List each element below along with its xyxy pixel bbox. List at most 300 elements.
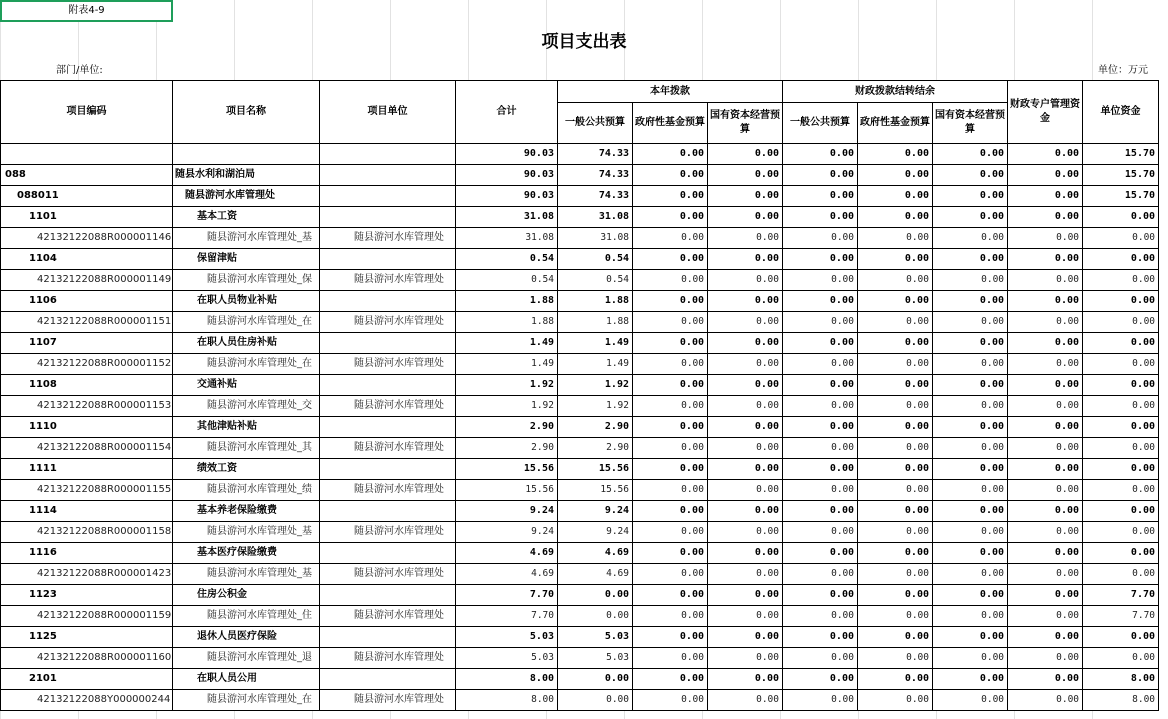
cell-project-name[interactable]: 在职人员公用	[173, 669, 320, 690]
cell-amount[interactable]: 0.00	[933, 459, 1008, 480]
cell-amount[interactable]: 0.00	[708, 144, 783, 165]
cell-project-unit[interactable]: 随县游河水库管理处	[320, 564, 456, 585]
cell-amount[interactable]: 0.00	[1008, 165, 1083, 186]
cell-amount[interactable]: 0.00	[1008, 501, 1083, 522]
cell-project-name[interactable]: 绩效工资	[173, 459, 320, 480]
cell-amount[interactable]: 0.00	[933, 270, 1008, 291]
cell-amount[interactable]: 0.00	[1008, 228, 1083, 249]
cell-amount[interactable]: 0.00	[783, 249, 858, 270]
cell-amount[interactable]: 0.00	[708, 438, 783, 459]
cell-amount[interactable]: 0.00	[783, 417, 858, 438]
cell-amount[interactable]: 74.33	[558, 186, 633, 207]
cell-project-unit[interactable]	[320, 501, 456, 522]
cell-amount[interactable]: 9.24	[456, 501, 558, 522]
cell-amount[interactable]: 8.00	[456, 669, 558, 690]
cell-amount[interactable]: 7.70	[456, 585, 558, 606]
cell-project-unit[interactable]	[320, 207, 456, 228]
cell-amount[interactable]: 0.00	[708, 291, 783, 312]
cell-amount[interactable]: 15.56	[456, 480, 558, 501]
cell-amount[interactable]: 0.00	[1083, 417, 1159, 438]
cell-amount[interactable]: 0.00	[1008, 585, 1083, 606]
cell-amount[interactable]: 0.00	[858, 690, 933, 711]
cell-project-unit[interactable]	[320, 375, 456, 396]
cell-amount[interactable]: 8.00	[1083, 669, 1159, 690]
cell-amount[interactable]: 0.00	[858, 228, 933, 249]
cell-amount[interactable]: 0.00	[858, 291, 933, 312]
cell-amount[interactable]: 0.00	[858, 207, 933, 228]
cell-project-unit[interactable]	[320, 417, 456, 438]
cell-project-name[interactable]: 基本工资	[173, 207, 320, 228]
cell-amount[interactable]: 74.33	[558, 144, 633, 165]
cell-amount[interactable]: 0.00	[933, 690, 1008, 711]
cell-amount[interactable]: 0.00	[708, 228, 783, 249]
cell-amount[interactable]: 0.00	[633, 627, 708, 648]
cell-amount[interactable]: 5.03	[456, 648, 558, 669]
cell-amount[interactable]: 0.00	[1008, 333, 1083, 354]
cell-amount[interactable]: 0.00	[633, 312, 708, 333]
cell-amount[interactable]: 0.00	[783, 228, 858, 249]
cell-amount[interactable]: 0.00	[933, 543, 1008, 564]
cell-amount[interactable]: 0.00	[1083, 459, 1159, 480]
cell-project-unit[interactable]	[320, 333, 456, 354]
cell-amount[interactable]: 0.00	[1083, 543, 1159, 564]
cell-amount[interactable]: 0.00	[1008, 438, 1083, 459]
cell-project-code[interactable]: 42132122088R000001423	[1, 564, 173, 585]
cell-amount[interactable]: 4.69	[456, 543, 558, 564]
cell-amount[interactable]: 5.03	[558, 627, 633, 648]
cell-amount[interactable]: 0.00	[858, 375, 933, 396]
cell-project-name[interactable]: 随县游河水库管理处_在	[173, 354, 320, 375]
cell-amount[interactable]: 0.00	[708, 627, 783, 648]
cell-amount[interactable]: 0.00	[783, 627, 858, 648]
cell-project-unit[interactable]: 随县游河水库管理处	[320, 396, 456, 417]
cell-amount[interactable]: 0.00	[1008, 144, 1083, 165]
cell-amount[interactable]: 4.69	[456, 564, 558, 585]
cell-amount[interactable]: 0.00	[1083, 354, 1159, 375]
cell-amount[interactable]: 0.00	[708, 333, 783, 354]
cell-amount[interactable]: 0.00	[1008, 270, 1083, 291]
cell-amount[interactable]: 0.00	[783, 648, 858, 669]
cell-project-unit[interactable]: 随县游河水库管理处	[320, 354, 456, 375]
cell-project-unit[interactable]	[320, 669, 456, 690]
cell-amount[interactable]: 0.00	[783, 333, 858, 354]
cell-amount[interactable]: 0.00	[783, 438, 858, 459]
cell-amount[interactable]: 9.24	[558, 501, 633, 522]
cell-amount[interactable]: 1.92	[456, 396, 558, 417]
cell-project-unit[interactable]	[320, 627, 456, 648]
cell-amount[interactable]: 0.00	[858, 417, 933, 438]
cell-amount[interactable]: 7.70	[1083, 585, 1159, 606]
cell-amount[interactable]: 0.00	[933, 165, 1008, 186]
cell-project-code[interactable]: 42132122088R000001154	[1, 438, 173, 459]
cell-amount[interactable]: 0.00	[783, 501, 858, 522]
cell-amount[interactable]: 0.00	[783, 480, 858, 501]
cell-project-unit[interactable]: 随县游河水库管理处	[320, 690, 456, 711]
cell-amount[interactable]: 90.03	[456, 144, 558, 165]
cell-project-code[interactable]: 1125	[1, 627, 173, 648]
cell-project-name[interactable]: 随县游河水库管理处_在	[173, 312, 320, 333]
cell-amount[interactable]: 0.00	[558, 606, 633, 627]
cell-amount[interactable]: 0.00	[783, 354, 858, 375]
cell-amount[interactable]: 0.00	[1008, 459, 1083, 480]
cell-amount[interactable]: 0.00	[633, 585, 708, 606]
cell-project-code[interactable]: 42132122088R000001153	[1, 396, 173, 417]
cell-amount[interactable]: 15.56	[558, 480, 633, 501]
cell-amount[interactable]: 0.00	[858, 564, 933, 585]
cell-amount[interactable]: 0.00	[1008, 669, 1083, 690]
cell-project-code[interactable]: 088011	[1, 186, 173, 207]
cell-project-unit[interactable]	[320, 165, 456, 186]
cell-amount[interactable]: 8.00	[1083, 690, 1159, 711]
cell-project-code[interactable]: 42132122088R000001158	[1, 522, 173, 543]
cell-amount[interactable]: 0.00	[933, 522, 1008, 543]
cell-amount[interactable]: 0.00	[858, 627, 933, 648]
cell-amount[interactable]: 0.00	[783, 522, 858, 543]
cell-amount[interactable]: 0.00	[1083, 522, 1159, 543]
cell-project-name[interactable]: 随县水利和湖泊局	[173, 165, 320, 186]
cell-amount[interactable]: 0.00	[783, 543, 858, 564]
cell-amount[interactable]: 0.00	[633, 480, 708, 501]
cell-amount[interactable]: 0.00	[1083, 312, 1159, 333]
cell-amount[interactable]: 0.00	[1008, 291, 1083, 312]
cell-amount[interactable]: 0.00	[1008, 648, 1083, 669]
cell-project-name[interactable]	[173, 144, 320, 165]
cell-amount[interactable]: 1.49	[456, 354, 558, 375]
cell-amount[interactable]: 0.00	[708, 312, 783, 333]
cell-project-code[interactable]: 42132122088Y000000244	[1, 690, 173, 711]
cell-project-name[interactable]: 住房公积金	[173, 585, 320, 606]
cell-project-code[interactable]: 42132122088R000001160	[1, 648, 173, 669]
cell-amount[interactable]: 0.00	[933, 354, 1008, 375]
cell-project-code[interactable]: 1116	[1, 543, 173, 564]
cell-amount[interactable]: 0.00	[708, 249, 783, 270]
cell-amount[interactable]: 0.00	[858, 543, 933, 564]
cell-amount[interactable]: 0.00	[1083, 249, 1159, 270]
cell-project-code[interactable]: 2101	[1, 669, 173, 690]
cell-amount[interactable]: 0.00	[933, 669, 1008, 690]
cell-project-unit[interactable]: 随县游河水库管理处	[320, 228, 456, 249]
cell-amount[interactable]: 0.54	[558, 270, 633, 291]
cell-amount[interactable]: 15.56	[558, 459, 633, 480]
cell-amount[interactable]: 1.88	[558, 312, 633, 333]
cell-amount[interactable]: 8.00	[456, 690, 558, 711]
cell-amount[interactable]: 0.00	[1083, 207, 1159, 228]
cell-amount[interactable]: 0.00	[933, 186, 1008, 207]
cell-amount[interactable]: 0.00	[933, 144, 1008, 165]
cell-amount[interactable]: 4.69	[558, 543, 633, 564]
cell-amount[interactable]: 0.00	[858, 333, 933, 354]
cell-amount[interactable]: 0.54	[456, 270, 558, 291]
cell-amount[interactable]: 0.00	[1008, 312, 1083, 333]
cell-project-name[interactable]: 随县游河水库管理处_基	[173, 522, 320, 543]
cell-project-name[interactable]: 在职人员物业补贴	[173, 291, 320, 312]
cell-project-code[interactable]: 42132122088R000001152	[1, 354, 173, 375]
cell-amount[interactable]: 1.92	[456, 375, 558, 396]
cell-amount[interactable]: 0.00	[708, 480, 783, 501]
cell-amount[interactable]: 0.00	[633, 396, 708, 417]
cell-project-name[interactable]: 随县游河水库管理处_基	[173, 228, 320, 249]
cell-amount[interactable]: 0.00	[858, 669, 933, 690]
cell-amount[interactable]: 0.00	[633, 291, 708, 312]
cell-project-code[interactable]: 42132122088R000001155	[1, 480, 173, 501]
cell-amount[interactable]: 0.00	[633, 165, 708, 186]
cell-amount[interactable]: 9.24	[456, 522, 558, 543]
cell-amount[interactable]: 0.00	[933, 438, 1008, 459]
cell-project-name[interactable]: 随县游河水库管理处_绩	[173, 480, 320, 501]
cell-project-code[interactable]: 1111	[1, 459, 173, 480]
cell-amount[interactable]: 1.88	[456, 291, 558, 312]
cell-amount[interactable]: 0.00	[783, 270, 858, 291]
cell-amount[interactable]: 0.00	[708, 165, 783, 186]
cell-amount[interactable]: 0.00	[858, 438, 933, 459]
cell-amount[interactable]: 0.00	[1083, 396, 1159, 417]
cell-project-name[interactable]: 基本医疗保险缴费	[173, 543, 320, 564]
cell-amount[interactable]: 7.70	[1083, 606, 1159, 627]
cell-amount[interactable]: 0.00	[858, 165, 933, 186]
cell-amount[interactable]: 0.00	[633, 669, 708, 690]
selected-cell[interactable]: 附表4-9	[0, 0, 173, 22]
cell-amount[interactable]: 0.00	[1083, 627, 1159, 648]
cell-amount[interactable]: 0.00	[933, 312, 1008, 333]
cell-amount[interactable]: 0.00	[708, 186, 783, 207]
cell-amount[interactable]: 0.00	[1008, 186, 1083, 207]
cell-amount[interactable]: 0.00	[858, 354, 933, 375]
cell-amount[interactable]: 0.00	[1083, 564, 1159, 585]
cell-project-code[interactable]	[1, 144, 173, 165]
cell-amount[interactable]: 0.00	[1083, 438, 1159, 459]
cell-amount[interactable]: 0.00	[933, 564, 1008, 585]
cell-amount[interactable]: 0.00	[708, 648, 783, 669]
cell-amount[interactable]: 31.08	[558, 228, 633, 249]
cell-amount[interactable]: 74.33	[558, 165, 633, 186]
cell-project-name[interactable]: 随县游河水库管理处_保	[173, 270, 320, 291]
cell-amount[interactable]: 0.00	[633, 690, 708, 711]
cell-amount[interactable]: 2.90	[456, 438, 558, 459]
cell-amount[interactable]: 0.00	[933, 585, 1008, 606]
cell-amount[interactable]: 0.00	[858, 396, 933, 417]
cell-amount[interactable]: 15.56	[456, 459, 558, 480]
cell-project-name[interactable]: 基本养老保险缴费	[173, 501, 320, 522]
cell-amount[interactable]: 31.08	[456, 207, 558, 228]
cell-project-name[interactable]: 随县游河水库管理处_其	[173, 438, 320, 459]
cell-amount[interactable]: 0.00	[633, 606, 708, 627]
cell-project-code[interactable]: 1114	[1, 501, 173, 522]
cell-project-code[interactable]: 1107	[1, 333, 173, 354]
cell-amount[interactable]: 0.00	[933, 333, 1008, 354]
cell-project-name[interactable]: 随县游河水库管理处_住	[173, 606, 320, 627]
cell-amount[interactable]: 0.00	[783, 396, 858, 417]
cell-project-unit[interactable]	[320, 291, 456, 312]
cell-amount[interactable]: 15.70	[1083, 186, 1159, 207]
cell-amount[interactable]: 0.00	[708, 501, 783, 522]
cell-amount[interactable]: 0.00	[933, 480, 1008, 501]
cell-amount[interactable]: 0.00	[1008, 417, 1083, 438]
cell-amount[interactable]: 0.00	[1008, 690, 1083, 711]
cell-amount[interactable]: 0.00	[858, 585, 933, 606]
cell-amount[interactable]: 1.49	[456, 333, 558, 354]
cell-amount[interactable]: 0.00	[783, 291, 858, 312]
cell-amount[interactable]: 0.00	[783, 312, 858, 333]
cell-project-name[interactable]: 保留津贴	[173, 249, 320, 270]
cell-amount[interactable]: 0.00	[633, 249, 708, 270]
cell-project-unit[interactable]: 随县游河水库管理处	[320, 438, 456, 459]
cell-amount[interactable]: 0.00	[1008, 249, 1083, 270]
cell-amount[interactable]: 0.00	[858, 459, 933, 480]
cell-amount[interactable]: 0.00	[933, 207, 1008, 228]
cell-amount[interactable]: 0.00	[783, 375, 858, 396]
cell-project-code[interactable]: 1106	[1, 291, 173, 312]
cell-amount[interactable]: 0.00	[633, 417, 708, 438]
cell-amount[interactable]: 15.70	[1083, 165, 1159, 186]
cell-project-code[interactable]: 42132122088R000001149	[1, 270, 173, 291]
cell-amount[interactable]: 0.00	[1083, 501, 1159, 522]
cell-amount[interactable]: 0.00	[708, 585, 783, 606]
cell-project-name[interactable]: 随县游河水库管理处_基	[173, 564, 320, 585]
cell-amount[interactable]: 0.00	[633, 564, 708, 585]
cell-amount[interactable]: 0.00	[858, 522, 933, 543]
cell-amount[interactable]: 0.00	[783, 207, 858, 228]
cell-amount[interactable]: 0.00	[1083, 375, 1159, 396]
cell-amount[interactable]: 0.00	[1008, 480, 1083, 501]
cell-project-unit[interactable]: 随县游河水库管理处	[320, 480, 456, 501]
cell-amount[interactable]: 31.08	[456, 228, 558, 249]
cell-amount[interactable]: 0.00	[1083, 291, 1159, 312]
cell-amount[interactable]: 0.00	[633, 543, 708, 564]
cell-project-unit[interactable]	[320, 249, 456, 270]
cell-amount[interactable]: 0.00	[708, 669, 783, 690]
cell-project-code[interactable]: 1101	[1, 207, 173, 228]
cell-amount[interactable]: 5.03	[456, 627, 558, 648]
cell-amount[interactable]: 0.00	[783, 585, 858, 606]
cell-project-name[interactable]: 退休人员医疗保险	[173, 627, 320, 648]
cell-amount[interactable]: 0.00	[858, 186, 933, 207]
cell-amount[interactable]: 0.00	[783, 186, 858, 207]
cell-amount[interactable]: 0.00	[558, 690, 633, 711]
cell-amount[interactable]: 0.00	[1083, 270, 1159, 291]
cell-amount[interactable]: 90.03	[456, 165, 558, 186]
cell-amount[interactable]: 0.00	[558, 669, 633, 690]
cell-amount[interactable]: 5.03	[558, 648, 633, 669]
cell-amount[interactable]: 0.00	[1083, 228, 1159, 249]
cell-project-name[interactable]: 交通补贴	[173, 375, 320, 396]
cell-amount[interactable]: 0.00	[708, 396, 783, 417]
cell-project-name[interactable]: 随县游河水库管理处_交	[173, 396, 320, 417]
cell-project-unit[interactable]: 随县游河水库管理处	[320, 606, 456, 627]
cell-amount[interactable]: 0.00	[1008, 396, 1083, 417]
cell-amount[interactable]: 0.00	[858, 144, 933, 165]
cell-project-unit[interactable]	[320, 585, 456, 606]
cell-amount[interactable]: 0.00	[633, 522, 708, 543]
cell-amount[interactable]: 2.90	[558, 417, 633, 438]
cell-project-unit[interactable]: 随县游河水库管理处	[320, 270, 456, 291]
cell-amount[interactable]: 0.00	[1008, 543, 1083, 564]
cell-amount[interactable]: 0.00	[1008, 627, 1083, 648]
cell-amount[interactable]: 0.00	[1008, 564, 1083, 585]
cell-project-name[interactable]: 其他津贴补贴	[173, 417, 320, 438]
cell-amount[interactable]: 0.00	[708, 522, 783, 543]
cell-amount[interactable]: 31.08	[558, 207, 633, 228]
cell-amount[interactable]: 0.00	[933, 291, 1008, 312]
cell-project-code[interactable]: 42132122088R000001146	[1, 228, 173, 249]
cell-amount[interactable]: 0.00	[858, 648, 933, 669]
cell-amount[interactable]: 0.00	[708, 459, 783, 480]
cell-amount[interactable]: 0.00	[858, 270, 933, 291]
cell-amount[interactable]: 0.00	[633, 333, 708, 354]
cell-amount[interactable]: 1.49	[558, 354, 633, 375]
cell-amount[interactable]: 0.54	[558, 249, 633, 270]
cell-amount[interactable]: 0.00	[708, 207, 783, 228]
cell-amount[interactable]: 0.00	[933, 396, 1008, 417]
cell-amount[interactable]: 0.00	[633, 186, 708, 207]
cell-project-name[interactable]: 在职人员住房补贴	[173, 333, 320, 354]
cell-amount[interactable]: 0.00	[933, 648, 1008, 669]
cell-amount[interactable]: 0.00	[633, 438, 708, 459]
cell-amount[interactable]: 0.00	[708, 543, 783, 564]
cell-amount[interactable]: 0.00	[858, 501, 933, 522]
cell-amount[interactable]: 0.00	[708, 417, 783, 438]
cell-amount[interactable]: 0.00	[783, 459, 858, 480]
cell-project-unit[interactable]	[320, 459, 456, 480]
cell-project-code[interactable]: 42132122088R000001151	[1, 312, 173, 333]
cell-amount[interactable]: 90.03	[456, 186, 558, 207]
cell-project-code[interactable]: 1123	[1, 585, 173, 606]
cell-amount[interactable]: 0.00	[633, 459, 708, 480]
cell-amount[interactable]: 0.00	[1008, 522, 1083, 543]
cell-amount[interactable]: 0.00	[708, 606, 783, 627]
cell-amount[interactable]: 0.00	[558, 585, 633, 606]
cell-amount[interactable]: 0.00	[783, 606, 858, 627]
cell-amount[interactable]: 1.88	[558, 291, 633, 312]
cell-amount[interactable]: 0.00	[708, 354, 783, 375]
cell-amount[interactable]: 0.00	[708, 564, 783, 585]
cell-amount[interactable]: 0.00	[933, 249, 1008, 270]
cell-amount[interactable]: 0.00	[933, 606, 1008, 627]
cell-amount[interactable]: 0.00	[933, 417, 1008, 438]
cell-amount[interactable]: 4.69	[558, 564, 633, 585]
cell-amount[interactable]: 0.00	[783, 669, 858, 690]
cell-amount[interactable]: 0.00	[633, 375, 708, 396]
cell-amount[interactable]: 0.00	[1008, 354, 1083, 375]
cell-amount[interactable]: 0.00	[633, 270, 708, 291]
cell-amount[interactable]: 15.70	[1083, 144, 1159, 165]
cell-project-code[interactable]: 1110	[1, 417, 173, 438]
cell-amount[interactable]: 0.00	[933, 627, 1008, 648]
cell-amount[interactable]: 9.24	[558, 522, 633, 543]
cell-amount[interactable]: 0.00	[633, 228, 708, 249]
cell-project-unit[interactable]: 随县游河水库管理处	[320, 522, 456, 543]
cell-project-unit[interactable]	[320, 186, 456, 207]
cell-amount[interactable]: 0.00	[1083, 648, 1159, 669]
cell-amount[interactable]: 0.00	[783, 690, 858, 711]
cell-amount[interactable]: 0.00	[933, 501, 1008, 522]
cell-amount[interactable]: 0.00	[858, 480, 933, 501]
cell-project-code[interactable]: 42132122088R000001159	[1, 606, 173, 627]
cell-amount[interactable]: 7.70	[456, 606, 558, 627]
cell-amount[interactable]: 0.00	[1083, 480, 1159, 501]
cell-amount[interactable]: 0.00	[633, 648, 708, 669]
cell-project-name[interactable]: 随县游河水库管理处_退	[173, 648, 320, 669]
cell-project-name[interactable]: 随县游河水库管理处_在	[173, 690, 320, 711]
cell-amount[interactable]: 0.00	[1083, 333, 1159, 354]
cell-amount[interactable]: 0.00	[783, 144, 858, 165]
cell-amount[interactable]: 0.00	[1008, 606, 1083, 627]
cell-amount[interactable]: 1.92	[558, 375, 633, 396]
cell-project-code[interactable]: 088	[1, 165, 173, 186]
cell-amount[interactable]: 0.00	[858, 312, 933, 333]
cell-amount[interactable]: 0.54	[456, 249, 558, 270]
cell-amount[interactable]: 0.00	[1008, 375, 1083, 396]
cell-amount[interactable]: 1.88	[456, 312, 558, 333]
